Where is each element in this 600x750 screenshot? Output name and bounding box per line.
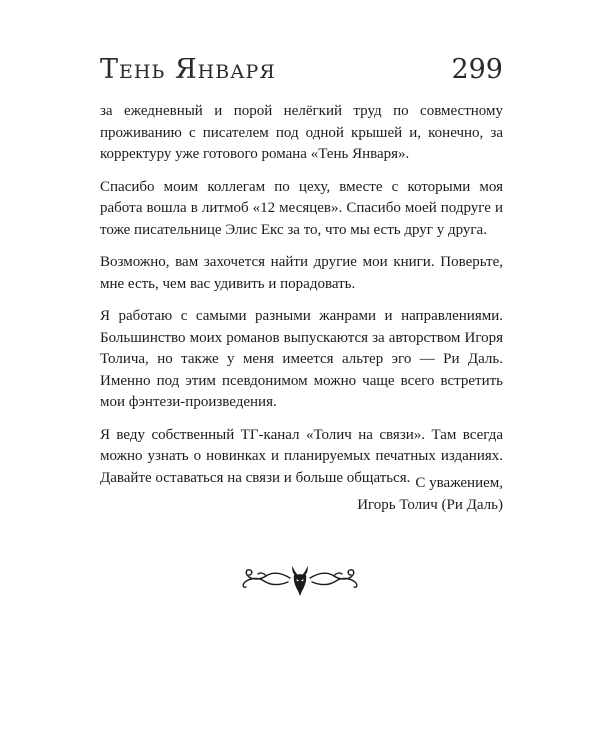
page-number: 299 [451, 54, 503, 85]
book-title: Тень Января [100, 54, 276, 85]
paragraph-4: Я работаю с самыми разными жанрами и направлениями. Большинство моих романов выпускаются за авторством Игоря Толича, но также у меня имеется альтер эго — Ри Даль. Именно под этим псевдонимом можно чаще всего встретить мои фэнтези-произведения. [100, 308, 503, 410]
signature-closing: С уважением, [415, 475, 503, 491]
demon-head-flourish-icon [236, 560, 364, 600]
signature [357, 473, 503, 516]
running-header [100, 50, 503, 90]
paragraph-5: Я веду собственный ТГ-канал «Толич на связи». Там всегда можно узнать о новинках и планируемых печатных изданиях. Давайте оставаться на связи и больше общаться. [100, 426, 503, 486]
signature-author: Игорь Толич (Ри Даль) [357, 496, 503, 513]
body-text [100, 101, 503, 500]
paragraph-2: Спасибо моим коллегам по цеху, вместе с которыми моя работа вошла в литмоб «12 месяцев». Спасибо моей подруге и тоже писательнице Элис Екс за то, что мы есть друг у друга. [100, 178, 503, 238]
paragraph-3: Возможно, вам захочется найти другие мои книги. Поверьте, мне есть, чем вас удивить и порадовать. [100, 254, 503, 292]
paragraph-1: за ежедневный и порой нелёгкий труд по совместному проживанию с писателем под одной крышей и, конечно, за корректуру уже готового романа «Тень Января». [100, 103, 503, 162]
